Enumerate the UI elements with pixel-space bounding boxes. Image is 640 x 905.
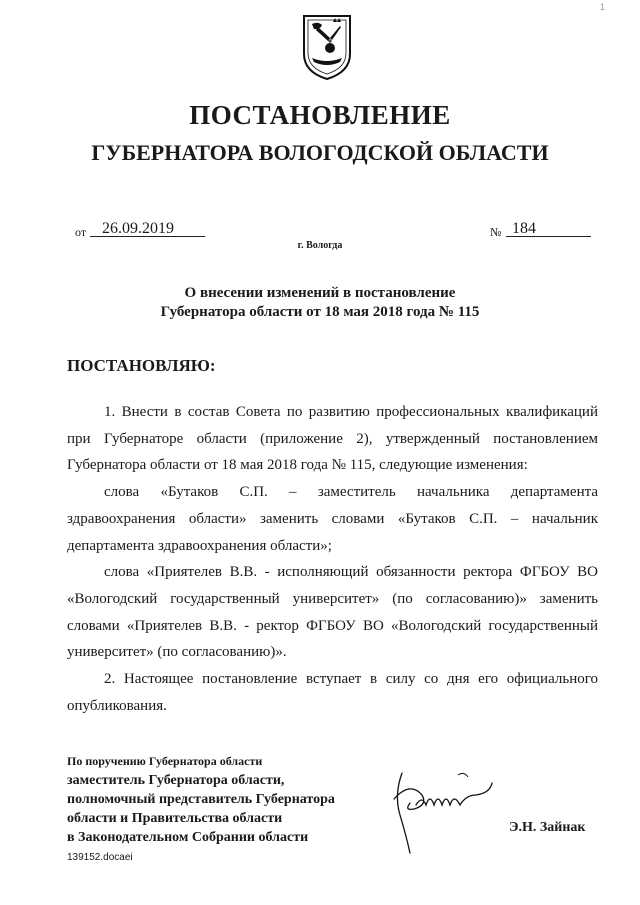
signer-name: Э.Н. Зайнак [509, 820, 586, 835]
document-title: ПОСТАНОВЛЕНИЕ [189, 100, 451, 130]
paragraph-2: слова «Бутаков С.П. – заместитель начальника департамента здравоохранения области» заменить словами «Бутаков С.П. – начальник департамента здравоохранения области»; [67, 484, 598, 554]
document-date: 26.09.2019 [90, 220, 205, 237]
document-number: 184 [506, 220, 591, 237]
handwritten-signature [380, 765, 500, 855]
document-body [67, 399, 598, 719]
signatory-line-2: заместитель Губернатора области, [67, 773, 285, 788]
signatory-line-3: полномочный представитель Губернатора [67, 792, 335, 807]
signatory-line-5: в Законодательном Собрании области [67, 830, 309, 845]
number-prefix: № [490, 225, 502, 239]
subject-line-2: Губернатора области от 18 мая 2018 года № 115 [160, 304, 480, 320]
document-file-id: 139152.docaei [67, 852, 133, 863]
city-label: г. Вологда [297, 240, 343, 251]
paragraph-4: 2. Настоящее постановление вступает в силу со дня его официального опубликования. [67, 671, 598, 714]
date-prefix: от [75, 225, 87, 239]
page-number: 1 [600, 2, 606, 12]
signatory-line-4: области и Правительства области [67, 811, 283, 826]
paragraph-3: слова «Приятелев В.В. - исполняющий обязанности ректора ФГБОУ ВО «Вологодский государственный университет» (по согласованию)» заменить словами «Приятелев В.В. - ректор ФГБОУ ВО «Вологодский государственный университет» (по согласованию)». [67, 564, 598, 661]
document-subject [0, 284, 640, 322]
signatory-title [67, 752, 335, 847]
decree-heading: ПОСТАНОВЛЯЮ: [67, 356, 216, 375]
coat-of-arms-emblem [300, 12, 354, 82]
signatory-line-1: По поручению Губернатора области [67, 754, 263, 768]
paragraph-1: 1. Внести в состав Совета по развитию профессиональных квалификаций при Губернаторе области (приложение 2), утвержденный постановлением Губернатора области от 18 мая 2018 года № 115, следующие изменения: [67, 404, 598, 474]
document-subtitle: ГУБЕРНАТОРА ВОЛОГОДСКОЙ ОБЛАСТИ [91, 140, 549, 165]
subject-line-1: О внесении изменений в постановление [184, 285, 456, 301]
